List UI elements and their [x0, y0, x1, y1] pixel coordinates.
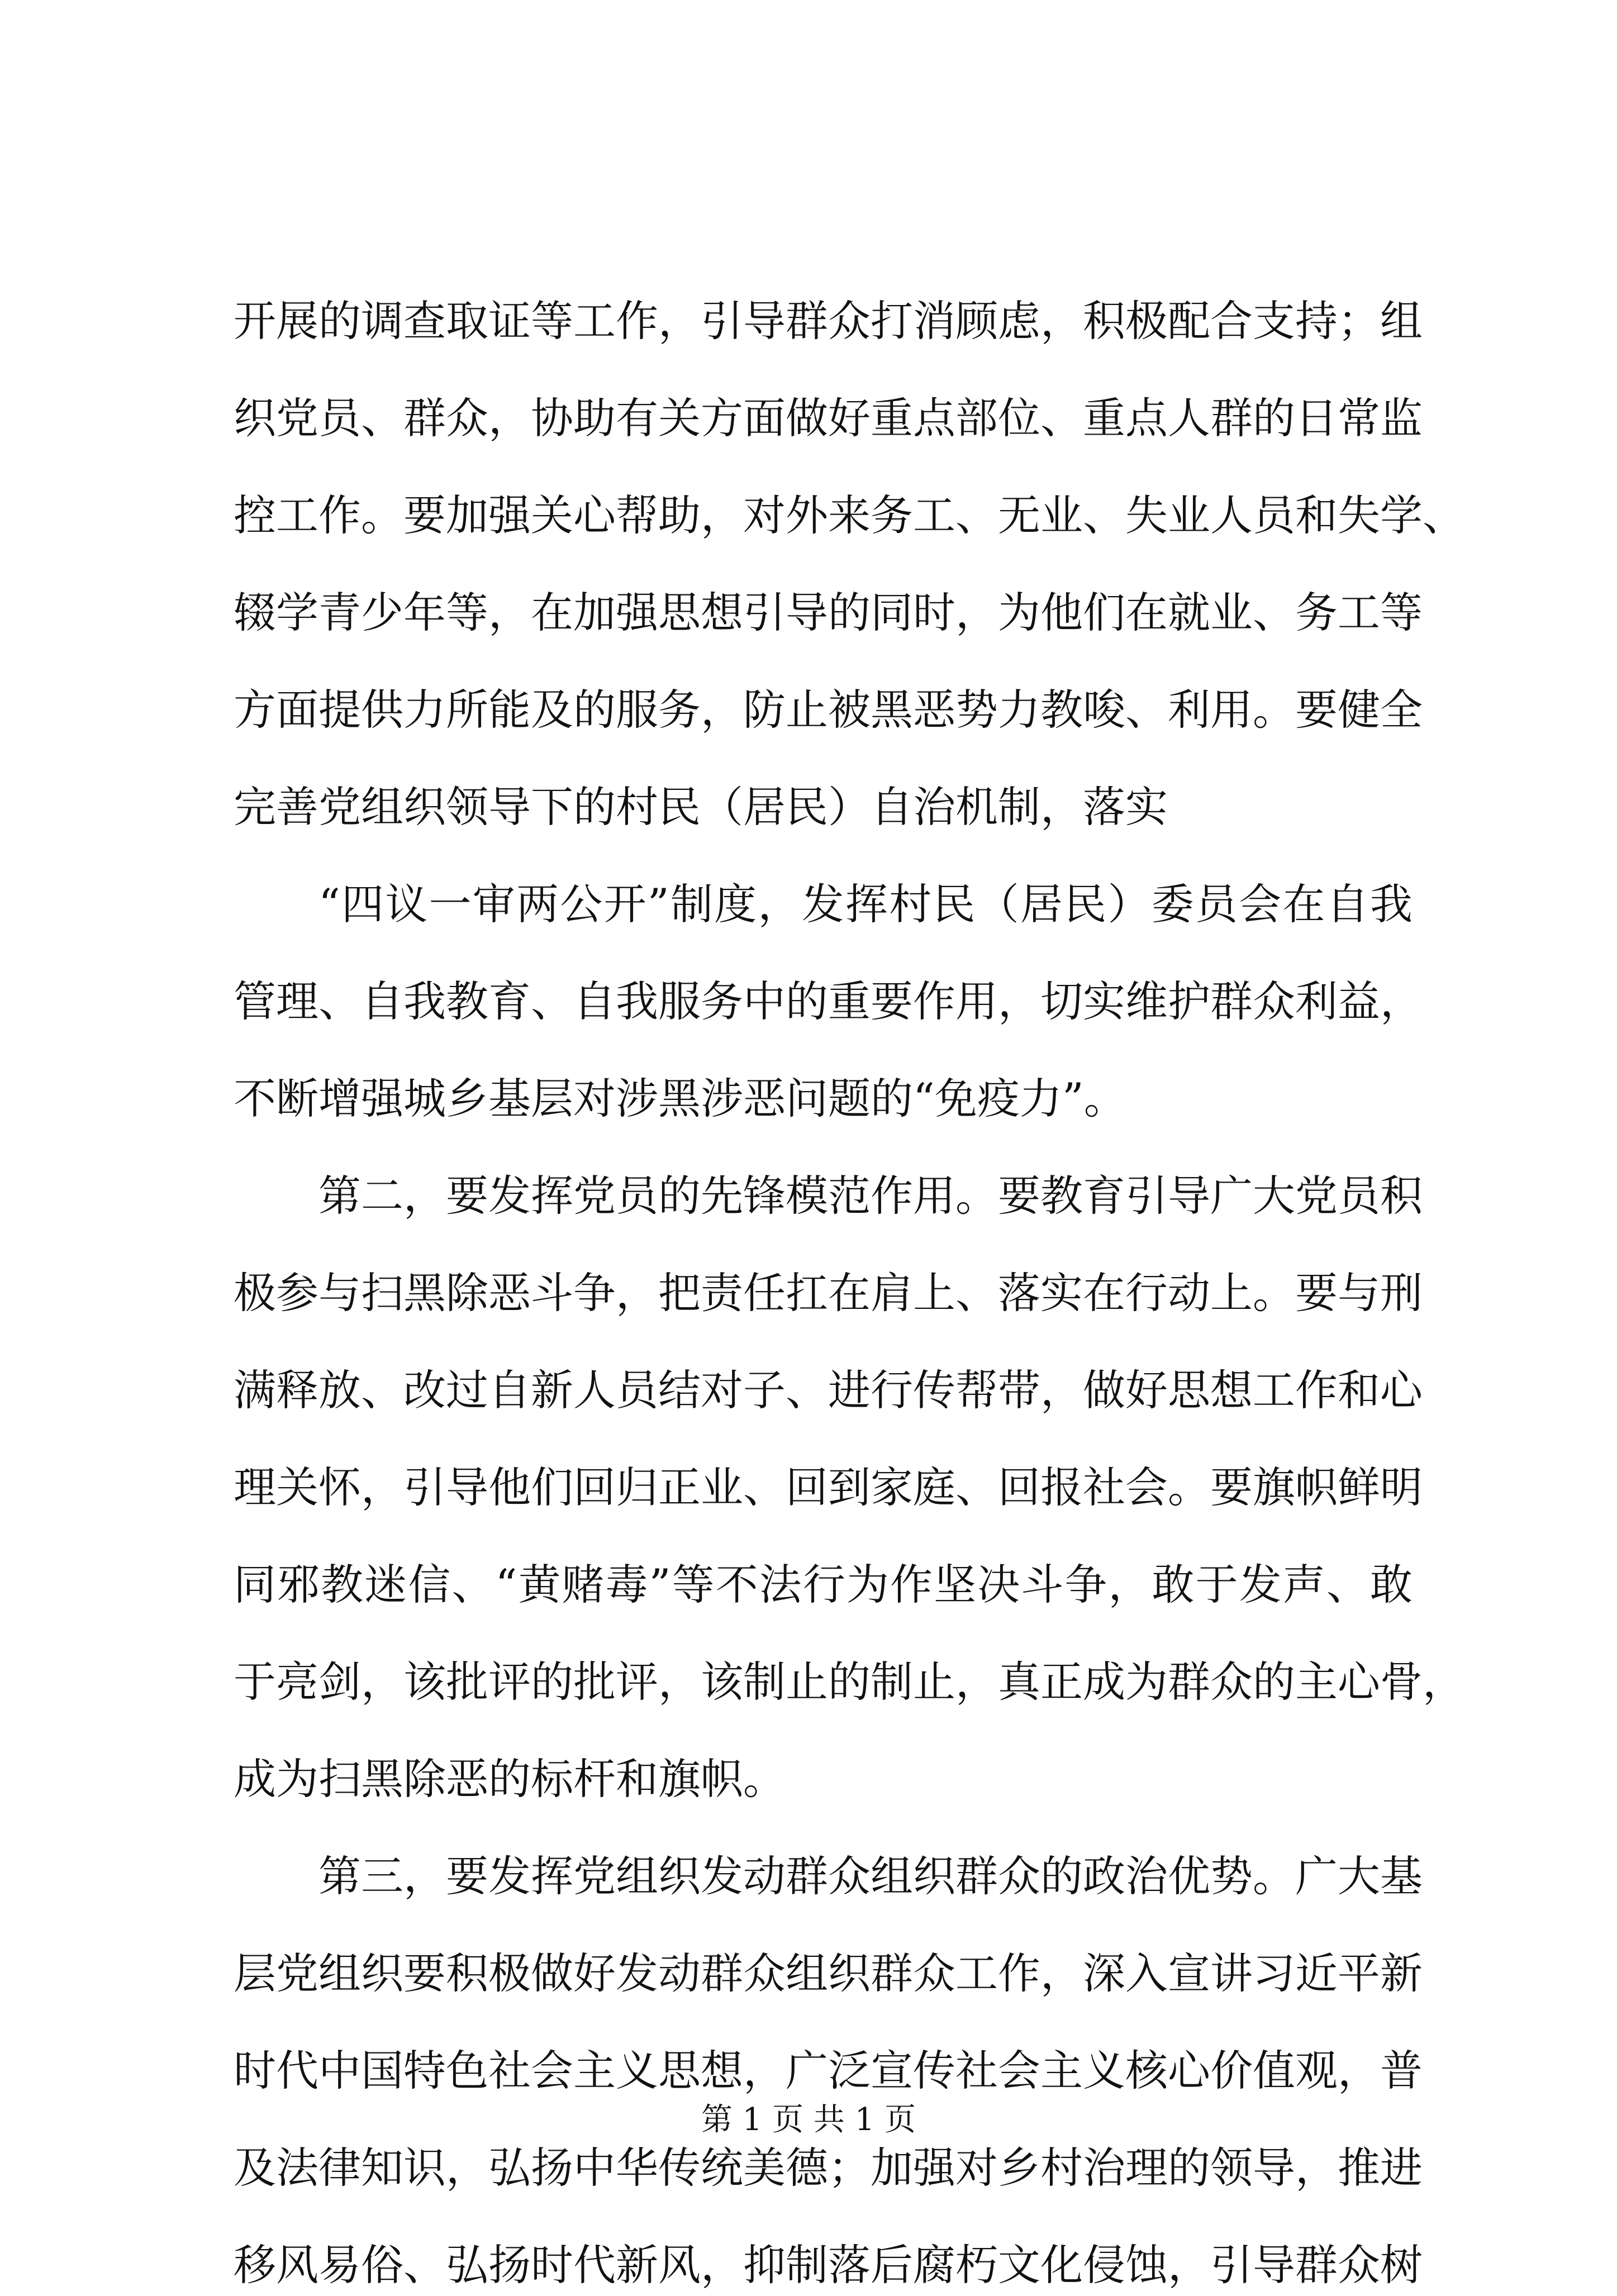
text-line: 控工作。要加强关心帮助，对外来务工、无业、失业人员和失学、 — [234, 490, 1465, 540]
text-line: “四议一审两公开”制度，发挥村民（居民）委员会在自我 — [318, 879, 1413, 929]
text-line: 于亮剑，该批评的批评，该制止的制止，真正成为群众的主心骨， — [234, 1657, 1465, 1707]
text-line: 理关怀，引导他们回归正业、回到家庭、回报社会。要旗帜鲜明 — [234, 1463, 1423, 1512]
page-number-footer: 第 1 页 共 1 页 — [701, 2102, 916, 2138]
text-line: 时代中国特色社会主义思想，广泛宣传社会主义核心价值观，普 — [234, 2046, 1423, 2095]
text-line: 不断增强城乡基层对涉黑涉恶问题的“免疫力”。 — [234, 1074, 1126, 1123]
text-line: 完善党组织领导下的村民（居民）自治机制，落实 — [234, 782, 1168, 832]
text-line: 及法律知识，弘扬中华传统美德；加强对乡村治理的领导，推进 — [234, 2143, 1423, 2193]
text-line: 满释放、改过自新人员结对子、进行传帮带，做好思想工作和心 — [234, 1365, 1423, 1415]
text-line: 辍学青少年等，在加强思想引导的同时，为他们在就业、务工等 — [234, 588, 1423, 637]
text-line: 成为扫黑除恶的标杆和旗帜。 — [234, 1754, 786, 1804]
text-line: 极参与扫黑除恶斗争，把责任扛在肩上、落实在行动上。要与刑 — [234, 1268, 1423, 1318]
text-line: 织党员、群众，协助有关方面做好重点部位、重点人群的日常监 — [234, 393, 1423, 443]
text-line: 第二，要发挥党员的先锋模范作用。要教育引导广大党员积 — [318, 1171, 1423, 1221]
text-line: 方面提供力所能及的服务，防止被黑恶势力教唆、利用。要健全 — [234, 685, 1423, 735]
text-line: 层党组织要积极做好发动群众组织群众工作，深入宣讲习近平新 — [234, 1949, 1423, 1998]
text-line: 移风易俗、弘扬时代新风，抑制落后腐朽文化侵蚀，引导群众树 — [234, 2240, 1423, 2290]
text-line: 同邪教迷信、“黄赌毒”等不法行为作坚决斗争，敢于发声、敢 — [234, 1560, 1413, 1609]
text-line: 第三，要发挥党组织发动群众组织群众的政治优势。广大基 — [318, 1851, 1423, 1901]
text-line: 管理、自我教育、自我服务中的重要作用，切实维护群众利益， — [234, 976, 1423, 1026]
text-line: 开展的调查取证等工作，引导群众打消顾虑，积极配合支持；组 — [234, 296, 1423, 346]
